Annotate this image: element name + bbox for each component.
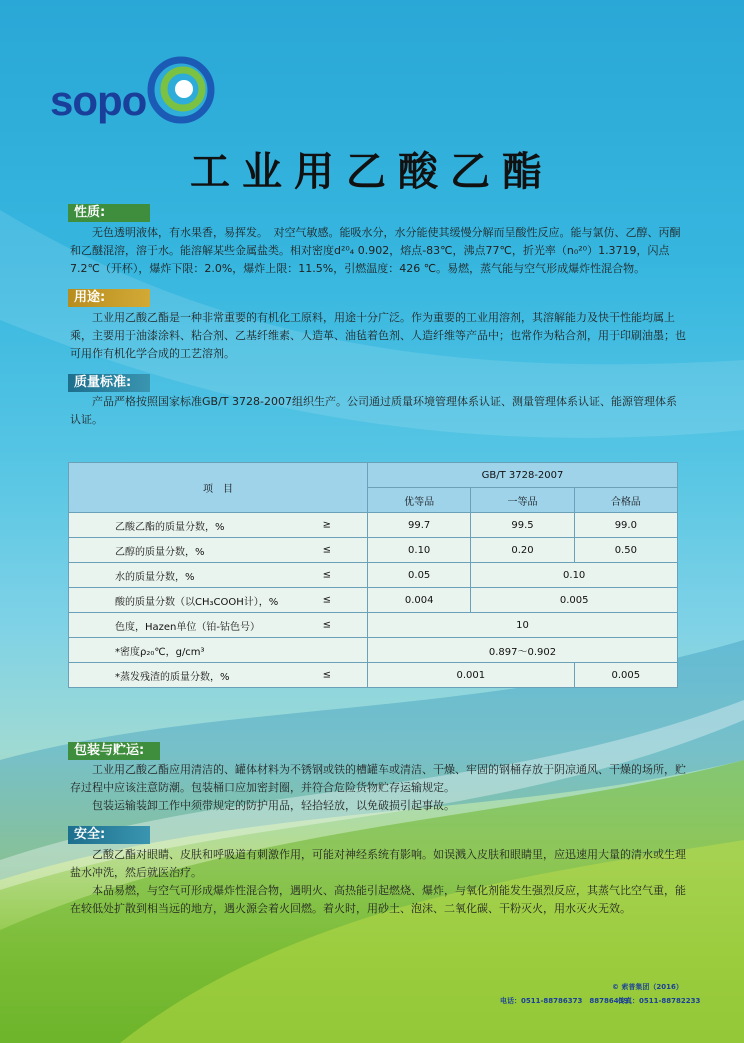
row-value: 0.10 [471,563,678,588]
row-item [69,613,368,638]
row-operator: ≥ [322,519,331,531]
row-value: 0.001 [368,663,575,688]
row-item-label: *蒸发残渣的质量分数，% [115,671,230,683]
row-value: 10 [368,613,678,638]
quality-paragraph: 产品严格按照国家标准GB/T 3728-2007组织生产。公司通过质量环境管理体系认证、测量管理体系认证、能源管理体系认证。 [70,395,677,426]
safety-paragraph-1: 乙酸乙酯对眼睛、皮肤和呼吸道有刺激作用，可能对神经系统有影响。如误溅入皮肤和眼睛里，应迅速用大量的清水或生理盐水冲洗，然后就医治疗。 [70,848,686,879]
row-item [69,663,368,688]
properties-text [70,224,686,278]
table-row [69,513,678,538]
logo-wordmark: sopo [50,77,147,124]
row-operator: ≤ [322,669,331,681]
row-value: 0.10 [368,538,471,563]
row-operator: ≤ [322,619,331,631]
row-item [69,588,368,613]
section-header-usage: 用途: [68,289,150,307]
row-operator: ≤ [322,544,331,556]
section-header-packaging: 包装与贮运: [68,742,160,760]
usage-text [70,309,686,363]
row-item-label: 水的质量分数，% [115,571,195,583]
table-row [69,638,678,663]
safety-text [70,846,686,918]
row-item-label: 乙醇的质量分数，% [115,546,205,558]
packaging-text [70,761,686,815]
row-value: 0.005 [574,663,677,688]
page-title: 工业用乙酸乙酯 [190,149,554,195]
row-value: 0.005 [471,588,678,613]
row-item-label: 酸的质量分数（以CH₃COOH计），% [115,596,279,608]
section-header-safety: 安全: [68,826,150,844]
row-item [69,638,368,663]
properties-paragraph: 无色透明液体，有水果香，易挥发。 对空气敏感。能吸水分，水分能使其缓慢分解而呈酸性反应。能与氯仿、乙醇、丙酮和乙醚混溶，溶于水。能溶解某些金属盐类。相对密度d²⁰₄ 0.902，熔点-83℃，沸点77℃，折光率（n₀²⁰）1.3719，闪点7.2℃（开杯），爆炸下限：2.0%，爆炸上限：11.5%，引燃温度：426 ℃。易燃，蒸气能与空气形成爆炸性混合物。 [70,226,681,275]
row-value: 99.0 [574,513,677,538]
row-operator: ≤ [322,594,331,606]
table-header-grade-2: 一等品 [471,488,574,513]
section-header-quality: 质量标准: [68,374,150,392]
usage-paragraph: 工业用乙酸乙酯是一种非常重要的有机化工原料，用途十分广泛。作为重要的工业用溶剂，其溶解能力及快干性能均属上乘，主要用于油漆涂料、粘合剂、乙基纤维素、人造革、油毡着色剂、人造纤维等产品中；也常作为粘合剂，用于印刷油墨；也可用作有机化学合成的工艺溶剂。 [70,311,686,360]
table-row [69,588,678,613]
row-item [69,563,368,588]
section-header-properties: 性质: [68,204,150,222]
table-row [69,563,678,588]
row-value: 0.004 [368,588,471,613]
row-operator: ≤ [322,569,331,581]
row-item-label: *密度ρ₂₀℃，g/cm³ [115,646,205,658]
spec-table [68,462,678,688]
row-item-label: 色度，Hazen单位（铂-钴色号） [115,621,260,633]
table-row [69,663,678,688]
row-value: 99.7 [368,513,471,538]
packaging-paragraph-2: 包装运输装卸工作中须带规定的防护用品，轻拾轻放，以免破损引起事故。 [92,799,455,812]
table-header-grade-1: 优等品 [368,488,471,513]
row-value: 99.5 [471,513,574,538]
footer-fax: 传真：0511-88782233 [618,997,701,1005]
table-row [69,613,678,638]
row-value: 0.50 [574,538,677,563]
table-header-grade-3: 合格品 [574,488,677,513]
spec-table-wrapper [68,462,678,688]
row-value: 0.20 [471,538,574,563]
row-value: 0.897～0.902 [368,638,678,663]
table-row [69,538,678,563]
row-value: 0.05 [368,563,471,588]
row-item-label: 乙酸乙酯的质量分数，% [115,521,225,533]
table-header-item: 项 目 [69,463,368,513]
packaging-paragraph-1: 工业用乙酸乙酯应用清洁的、罐体材料为不锈钢或铁的槽罐车或清洁、干燥、牢固的钢桶存放于阴凉通风、干燥的场所，贮存过程中应该注意防潮。包装桶口应加密封圈，并符合危险货物贮存运输规定。 [70,763,686,794]
row-item [69,538,368,563]
table-header-standard: GB/T 3728-2007 [368,463,678,488]
safety-paragraph-2: 本品易燃，与空气可形成爆炸性混合物，遇明火、高热能引起燃烧、爆炸，与氧化剂能发生强烈反应，其蒸气比空气重，能在较低处扩散到相当远的地方，遇火源会着火回燃。着火时，用砂土、泡沫、二氧化碳、干粉灭火，用水灭火无效。 [70,884,686,915]
quality-text [70,393,686,429]
footer-phone: 电话：0511-88786373 88786439 [500,997,629,1005]
footer-copyright: © 索普集团（2016） [612,983,683,991]
row-item [69,513,368,538]
logo-ring-icon [146,55,216,125]
